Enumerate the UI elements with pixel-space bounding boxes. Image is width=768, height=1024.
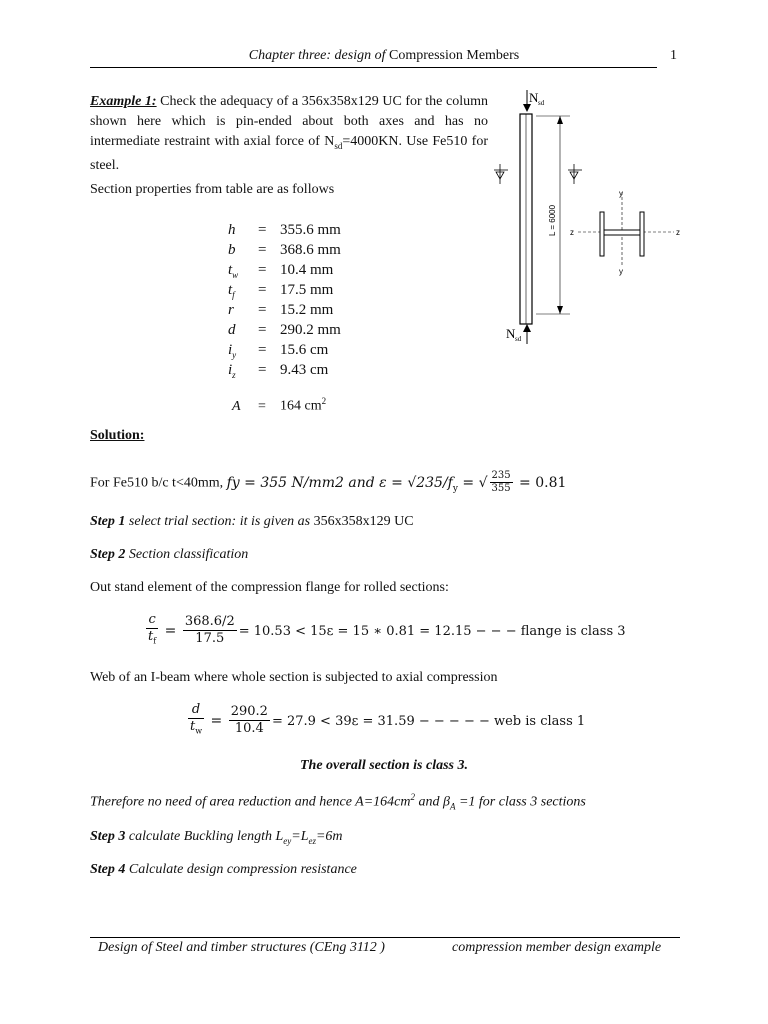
length-label: L = 6000: [548, 204, 557, 236]
flange-equation: $\frac{c}{t_f}$ = $\frac{368.6/2}{17.5}$ = 10.53 < 15ε = 15 ∗ 0.81 = 12.15 − − − flange is class 3: [148, 612, 626, 647]
right-support-icon: [568, 164, 582, 184]
header-rule: [90, 67, 657, 68]
web-text: Web of an I-beam where whole section is subjected to axial compression: [90, 670, 498, 685]
fy-epsilon-line: For Fe510 b/c t<40mm, fy = 355 N/mm2 and $\varepsilon = √235/f_y$ = √ $\frac{235}{355}$ = 0.81: [90, 470, 567, 494]
top-load-label: N: [529, 90, 539, 105]
i-section-icon: [578, 192, 674, 266]
page-number: 1: [670, 48, 677, 63]
step-3: Step 3 calculate Buckling length $L_{ey}=L_{ez}=6m$: [90, 829, 343, 846]
svg-text:sd: sd: [538, 99, 545, 107]
footer-rule: [90, 937, 680, 938]
left-support-icon: [494, 164, 508, 184]
svg-text:sd: sd: [515, 335, 522, 343]
property-h: h = 355.6 mm: [228, 222, 341, 238]
web-equation: $\frac{d}{t_w}$ = $\frac{290.2}{10.4}$ = 27.9 < 39ε = 31.59 − − − − − web is class 1: [190, 702, 586, 737]
property-tw: $t_w = 10.4$ mm: [228, 262, 334, 280]
property-b: b = 368.6 mm: [228, 242, 341, 258]
property-r: r = 15.2 mm: [228, 302, 334, 318]
property-d: d = 290.2 mm: [228, 322, 341, 338]
page-header-title: Chapter three: design of Compression Members: [248, 48, 520, 63]
footer-topic: compression member design example: [452, 940, 662, 955]
example-paragraph: Example 1: Check the adequacy of a 356x358x129 UC for the column shown here which is pin-ended about both axes and has no intermediate restraint with axial force of $N_{sd}=4000KN$. Use Fe510 for steel.: [90, 94, 488, 173]
axis-y-bottom: y: [619, 267, 623, 276]
step-2: Step 2 Section classification: [90, 547, 249, 562]
property-tf: $t_f = 17.5$ mm: [228, 282, 334, 300]
bottom-load-label: N: [506, 326, 516, 341]
column-figure: [486, 86, 706, 356]
footer-course: Design of Steel and timber structures (CEng 3112 ): [98, 940, 385, 955]
property-iy: $i_y = 15.6$ cm: [228, 342, 329, 360]
step-4: Step 4 Calculate design compression resistance: [90, 862, 357, 877]
example-label: Example 1:: [90, 94, 157, 109]
axis-y-top: y: [619, 189, 623, 198]
axis-z-left: z: [570, 228, 574, 237]
overall-class: The overall section is class 3.: [300, 758, 468, 773]
property-iz: $i_z = 9.43$ cm: [228, 362, 329, 380]
axis-z-right: z: [676, 228, 680, 237]
outstand-text: Out stand element of the compression flange for rolled sections:: [90, 580, 449, 595]
step-1: Step 1 select trial section: it is given as 356x358x129 UC: [90, 514, 414, 529]
properties-list: [228, 222, 341, 382]
property-area: A = 164 $cm^2$: [232, 396, 327, 414]
properties-intro: Section properties from table are as follows: [90, 182, 335, 197]
therefore-line: Therefore no need of area reduction and hence $A=164cm^2$ and $\beta_A =1$ for class 3 sections: [90, 792, 586, 812]
solution-heading: Solution:: [90, 428, 145, 443]
